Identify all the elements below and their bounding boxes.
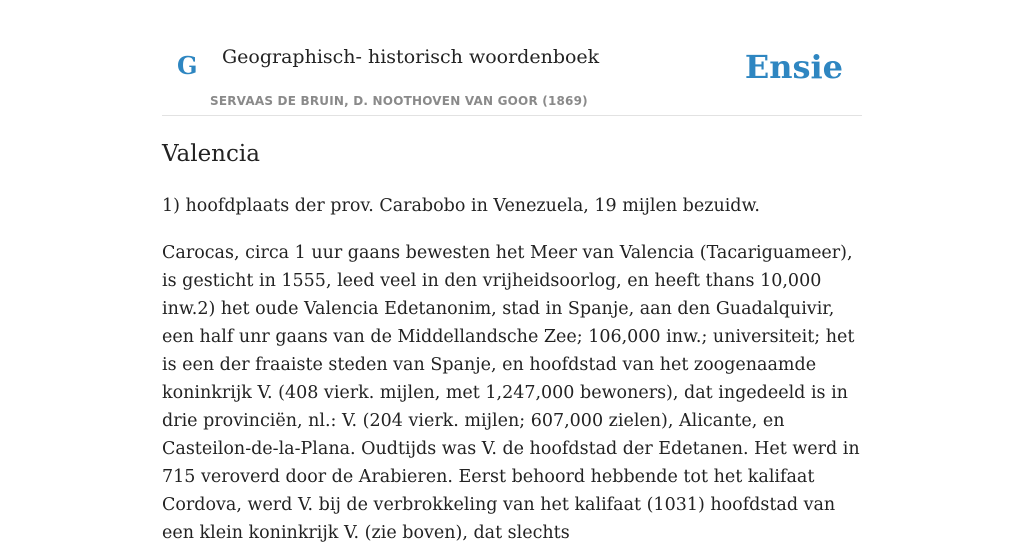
entry-article bbox=[162, 138, 862, 547]
entry-paragraph-1: 1) hoofdplaats der prov. Carabobo in Venezuela, 19 mijlen bezuidw. bbox=[162, 196, 760, 216]
entry-paragraph-2: Carocas, circa 1 uur gaans bewesten het Meer van Valencia (Tacariguameer), is gesticht in 1555, leed veel in den vrijheidsoorlog, en heeft thans 10,000 inw.2) het oude Valencia Edetanonim, stad in Spanje, aan den Guadalquivir, een half unr gaans van de Middellandsche Zee; 106,000 inw.; universiteit; het is een der fraaiste steden van Spanje, en hoofdstad van het zoogenaamde koninkrijk V. (408 vierk. mijlen, met 1,247,000 bewoners), dat ingedeeld is in drie provinciën, nl.: V. (204 vierk. mijlen; 607,000 zielen), Alicante, en Casteilon-de-la-Plana. Oudtijds was V. de hoofdstad der Edetanen. Het werd in 715 veroverd door de Arabieren. Eerst behoord hebbende tot het kalifaat Cordova, werd V. bij de verbrokkeling van het kalifaat (1031) hoofdstad van een klein koninkrijk V. (zie boven), dat slechts bbox=[162, 243, 860, 543]
ensie-logo-link[interactable]: Ensie bbox=[744, 48, 843, 86]
book-logo-icon[interactable]: G bbox=[177, 51, 198, 80]
site-header bbox=[162, 0, 862, 116]
book-authors: SERVAAS DE BRUIN, D. NOOTHOVEN VAN GOOR (1869) bbox=[210, 94, 588, 108]
entry-title: Valencia bbox=[162, 141, 260, 167]
book-title-link[interactable]: Geographisch- historisch woordenboek bbox=[222, 46, 600, 68]
